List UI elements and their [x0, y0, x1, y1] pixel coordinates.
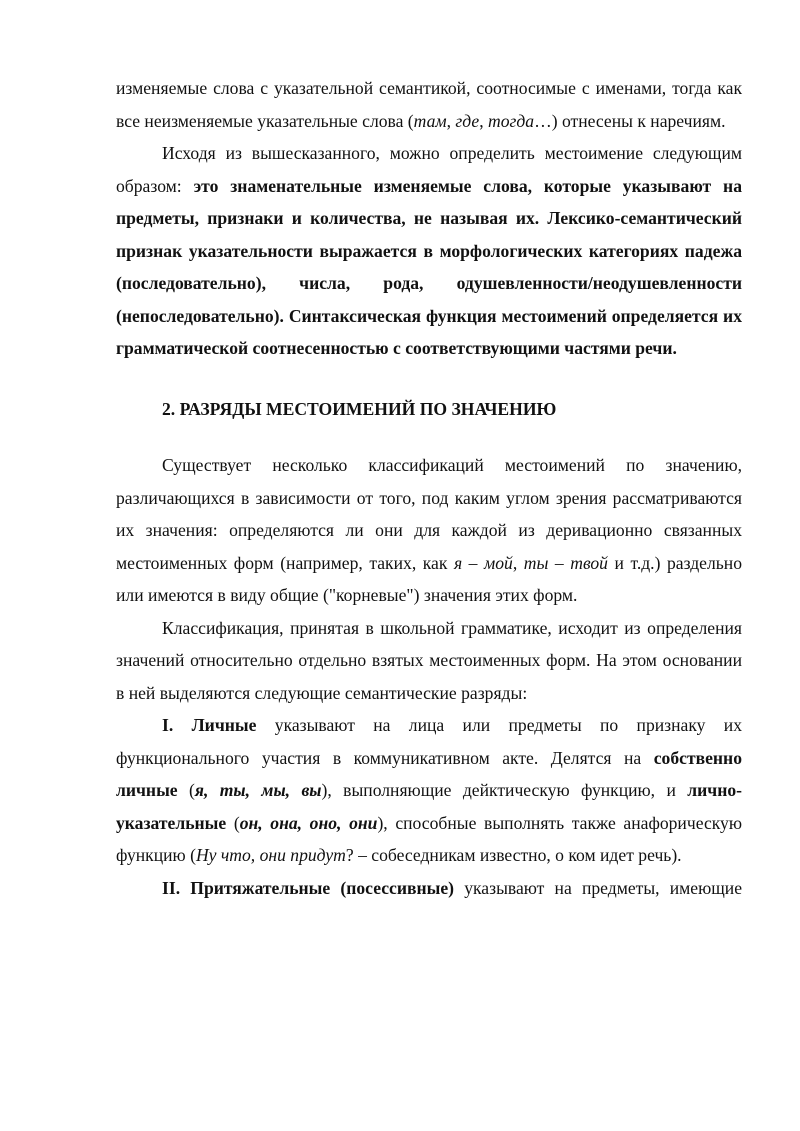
paragraph-classifications: Существует несколько классификаций местоимений по значению, различающихся в зависимости от того, под каким углом зрения рассматриваются их значения: определяются ли они для каждой из деривационно связанных местоименных форм (например, таких, как я – мой, ты – твой и т.д.) раздельно или имеются в виду общие ("корневые") значения этих форм.: [116, 455, 742, 605]
paragraph-pronoun-definition: Исходя из вышесказанного, можно определить местоимение следующим образом: это знаменательные изменяемые слова, которые указывают на предметы, признаки и количества, не называя их. Лексико-семантический признак указательности выражается в морфологических категориях падежа (последовательно), числа, рода, одушевленности/неодушевленности (непоследовательно). Синтаксическая функция местоимений определяется их грамматической соотнесенностью с соответствующими частями речи.: [116, 143, 742, 358]
category-personal: I. Личные: [162, 715, 257, 735]
paragraph-personal-pronouns: I. Личные указывают на лица или предметы по признаку их функционального участия в коммуникативном акте. Делятся на собственно личные (я, ты, мы, вы), выполняющие дейктическую функцию, и лично-указательные (он, она, оно, они), способные выполнять также анафорическую функцию (Ну что, они придут? – собеседникам известно, о ком идет речь).: [116, 715, 742, 865]
paragraph-possessive-pronouns: II. Притяжательные (посессивные) указывают на предметы, имеющие: [162, 877, 742, 898]
category-possessive: II. Притяжательные (посессивные): [162, 877, 455, 898]
section-heading: 2. РАЗРЯДЫ МЕСТОИМЕНИЙ ПО ЗНАЧЕНИЮ: [162, 398, 557, 419]
paragraph-school-grammar: Классификация, принятая в школьной грамматике, исходит из определения значений относительно отдельно взятых местоименных форм. На этом основании в ней выделяются следующие семантические разряды:: [116, 617, 742, 703]
paragraph-pronoun-adverbs: изменяемые слова с указательной семантикой, соотносимые с именами, тогда как все неизменяемые указательные слова (там, где, тогда…) отнесены к наречиям.: [116, 78, 742, 131]
pronoun-definition-bold: это знаменательные изменяемые слова, которые указывают на предметы, признаки и количества, не называя их. Лексико-семантический признак указательности выражается в морфологических категориях падежа (последовательно), числа, рода, одушевленности/неодушевленности (непоследовательно). Синтаксическая функция местоимений определяется их грамматической соотнесенностью с соответствующими частями речи.: [116, 175, 742, 358]
